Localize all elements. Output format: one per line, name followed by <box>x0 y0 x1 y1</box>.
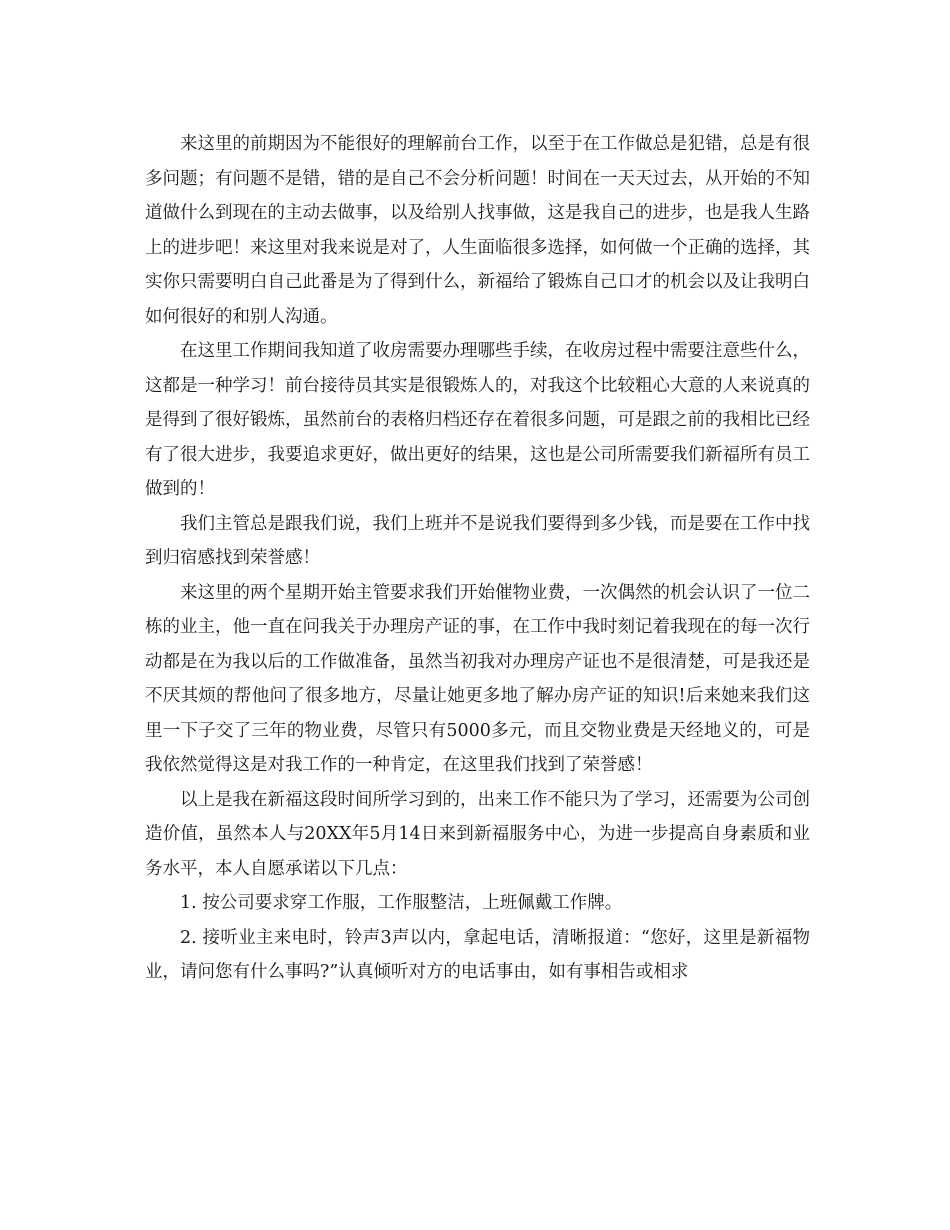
list-item-2: 2. 接听业主来电时，铃声3声以内，拿起电话，清晰报道：“您好，这里是新福物业，请问您有什么事吗?”认真倾听对方的电话事由，如有事相告或相求 <box>145 927 810 982</box>
paragraph-story: 来这里的两个星期开始主管要求我们开始催物业费，一次偶然的机会认识了一位二栋的业主，他一直在问我关于办理房产证的事，在工作中我时刻记着我现在的每一次行动都是在为我以后的工作做准备，虽然当初我对办理房产证也不是很清楚，可是我还是不厌其烦的帮他问了很多地方，尽量让她更多地了解办房产证的知识!后来她来我们这里一下子交了三年的物业费，尽管只有5000多元，而且交物业费是天经地义的，可是我依然觉得这是对我工作的一种肯定，在这里我们找到了荣誉感！ <box>145 582 810 775</box>
paragraph-learning: 在这里工作期间我知道了收房需要办理哪些手续，在收房过程中需要注意些什么，这都是一种学习！前台接待员其实是很锻炼人的，对我这个比较粗心大意的人来说真的是得到了很好锻炼，虽然前台的表格归档还存在着很多问题，可是跟之前的我相比已经有了很大进步，我要追求更好，做出更好的结果，这也是公司所需要我们新福所有员工做到的！ <box>145 341 810 499</box>
document-body <box>145 127 810 990</box>
paragraph-supervisor: 我们主管总是跟我们说，我们上班并不是说我们要得到多少钱，而是要在工作中找到归宿感找到荣誉感！ <box>145 513 810 568</box>
list-item-1: 1. 按公司要求穿工作服，工作服整洁，上班佩戴工作牌。 <box>180 893 623 913</box>
paragraph-intro: 来这里的前期因为不能很好的理解前台工作，以至于在工作做总是犯错，总是有很多问题；有问题不是错，错的是自己不会分析问题！时间在一天天过去，从开始的不知道做什么到现在的主动去做事，以及给别人找事做，这是我自己的进步，也是我人生路上的进步吧！来这里对我来说是对了，人生面临很多选择，如何做一个正确的选择，其实你只需要明白自己此番是为了得到什么，新福给了锻炼自己口才的机会以及让我明白如何很好的和别人沟通。 <box>145 134 810 327</box>
paragraph-summary: 以上是我在新福这段时间所学习到的，出来工作不能只为了学习，还需要为公司创造价值，虽然本人与20XX年5月14日来到新福服务中心，为进一步提高自身素质和业务水平，本人自愿承诺以下几点： <box>145 789 810 879</box>
